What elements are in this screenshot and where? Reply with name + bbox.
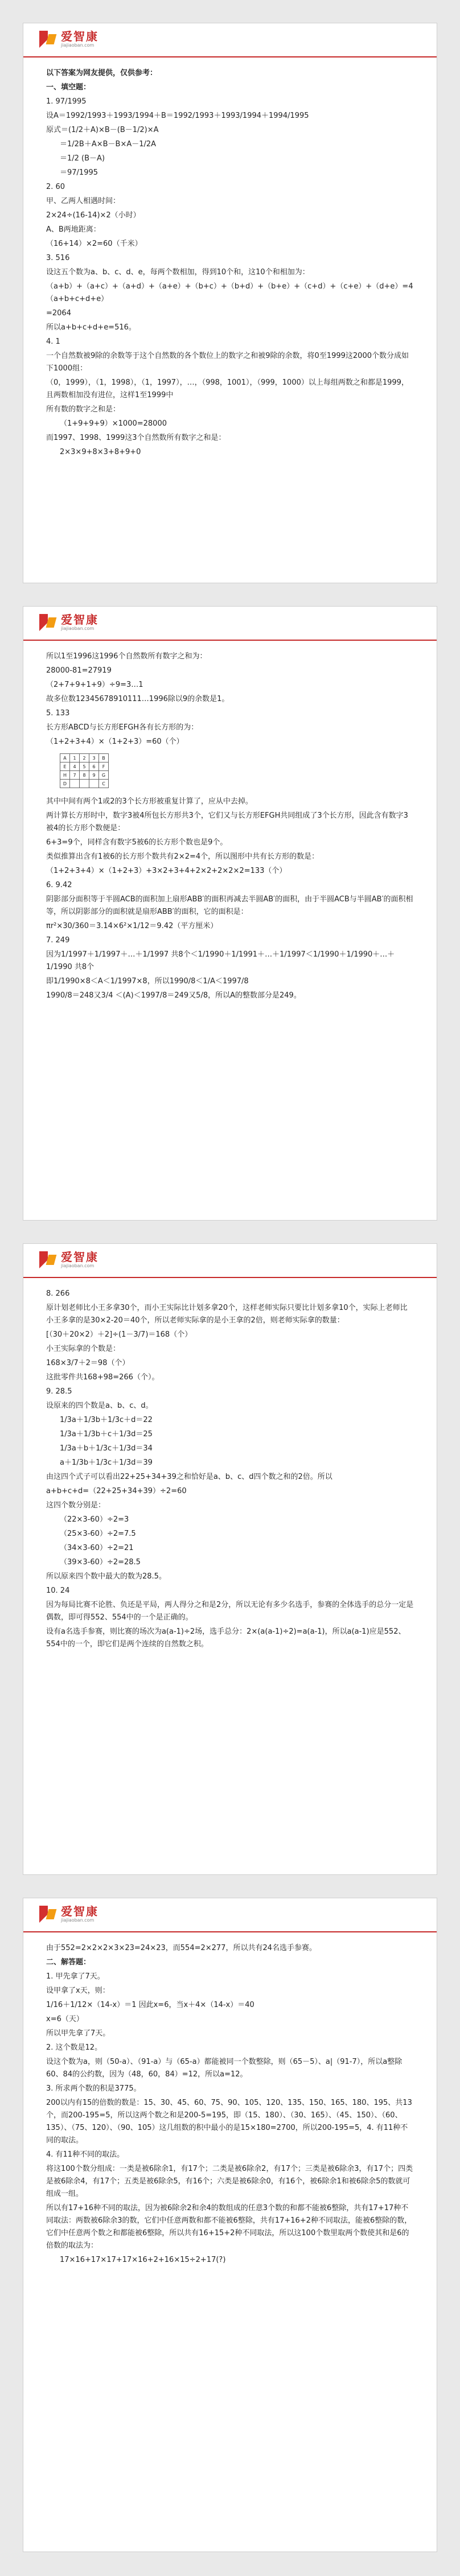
solution-line: A、B两地距离：: [46, 225, 101, 234]
solution-line: 168×3/7＋2＝98（个）: [46, 1359, 130, 1367]
page-2: [23, 606, 437, 1221]
solution-line: 28000-81=27919: [46, 666, 112, 675]
brand-logo: [39, 30, 98, 48]
answer-line: 9. 28.5: [46, 1387, 72, 1396]
solution-line: 因为每局比赛不论胜、负还是平局，两人得分之和是2分，所以无论有多少名选手，参赛的全体选手的总分一定是偶数，即可得552、554中的一个是正确的。: [46, 1601, 414, 1622]
solution-line: 这四个数分别是：: [46, 1501, 106, 1510]
solution-line: 由于552=2×2×2×3×23=24×23，而554=2×277，所以共有24名选手参赛。: [46, 1944, 317, 1952]
solution-line: ＝97/1995: [60, 168, 98, 177]
solution-line: 1/3a＋1/3b＋c＋1/3d＝25: [60, 1430, 153, 1439]
section-heading: 二、解答题：: [46, 1958, 91, 1967]
answer-line: 3. 所求两个数的积是3775。: [46, 2084, 141, 2093]
answer-line: 8. 266: [46, 1289, 70, 1298]
solution-line: 原式＝(1/2＋A)×B－(B－1/2)×A: [46, 126, 159, 134]
solution-line: （25×3-60）÷2=7.5: [60, 1530, 136, 1538]
solution-line: 17×16+17×17+17×16+2+16×15÷2+17(?): [60, 2256, 226, 2264]
solution-line: 设A＝1992/1993＋1993/1994＋B＝1992/1993＋1993/1994＋1994/1995: [46, 112, 309, 120]
solution-line: （22×3-60）÷2=3: [60, 1515, 129, 1524]
solution-line: 200以内有15的倍数的数是：15、30、45、60、75、90、105、120、135、150、165、180、195、共13个，而200-195=5，所以这两个数之和是200-5=195，即（15、180）、（30、165）、（45、150）、（60、135）、（75、120）、（90、105）这几组数的积中最小的是15×180=2700，所以200-195=5，4. 有11种不同的取法。: [46, 2099, 412, 2145]
solution-line: [（30＋20×2）＋2]÷(1－3/7)＝168（个）: [46, 1330, 192, 1339]
answer-line: 1. 甲先拿了7天。: [46, 1972, 105, 1981]
solution-line: 将这100个数分组成：一类是被6除余1，有17个；二类是被6除余2，有17个；三类是被6除余3，有17个；四类是被6除余4，有17个；五类是被6除余5，有16个；六类是被6除余0，有16个，被6除余1和被6除余5的数就可组成一组。: [46, 2165, 413, 2198]
page-content: [23, 1278, 437, 1658]
solution-line: 阴影部分面积等于半圆ACB的面积加上扇形ABB′的面积再减去半圆AB′的面积，由于半圆ACB与半圆AB′的面积相等，所以阴影部分的面积就是扇形ABB′的面积，它的面积是：: [46, 895, 413, 916]
answer-line: 10. 24: [46, 1586, 70, 1595]
solution-line: （1+2+3+4）×（1+2+3）=60（个）: [46, 737, 184, 746]
page-content: [23, 641, 437, 1009]
solution-line: （0，1999），（1，1998），（1，1997），…，（998，1001），（999，1000）以上每组两数之和都是1999，且两数相加没有进位，这样1至1999中: [46, 378, 409, 399]
solution-line: x=6（天）: [46, 2015, 84, 2023]
solution-line: 所以有17+16种不同的取法，因为被6除余2和余4的数组成的任意3个数的和都不能被6整除，共有17+17种不同取法：两数被6除余3的数，它们中任意两数和都不能被6整除，共有17+16+2种不同取法，能被6整除的数，它们中任意两个数之和都能被6整除，所以共有16+15+2种不同取法，所以这100个数里取两个数使其和是6的倍数的取法为：: [46, 2204, 412, 2250]
logo-icon: [39, 1906, 56, 1923]
brand-name: 爱智康: [61, 1905, 98, 1918]
solution-line: 所有数的数字之和是：: [46, 405, 121, 414]
solution-line: （1+9+9+9）×1000=28000: [60, 419, 167, 428]
solution-line: 故多位数12345678910111…1996除以9的余数是1。: [46, 695, 229, 703]
solution-line: （2+7+9+1+9）÷9=3…1: [46, 681, 143, 689]
solution-line: 2×3×9+8×3+8+9+0: [60, 448, 141, 456]
solution-line: 1990/8＝248又3/4 ＜(A)＜1997/8＝249又5/8，所以A的整数部分是249。: [46, 991, 301, 1000]
solution-line: 1/16＋1/12×（14-x）＝1 因此x=6，当x＋4×（14-x）＝40: [46, 2001, 254, 2009]
solution-line: a+b+c+d=（22+25+34+39）÷2=60: [46, 1487, 187, 1495]
solution-line: 这批零件共168+98=266（个）。: [46, 1373, 159, 1382]
solution-line: 1/3a＋1/3b＋1/3c＋d＝22: [60, 1416, 153, 1424]
solution-line: 所以1至1996这1996个自然数所有数字之和为：: [46, 652, 207, 661]
answer-line: 7. 249: [46, 936, 70, 945]
answer-line: 4. 有11种不同的取法。: [46, 2150, 125, 2159]
page-header: [23, 607, 437, 641]
solution-line: （1+2+3+4）×（1+2+3）+3×2+3+4+2×2+2×2×2=133（个）: [46, 867, 287, 875]
solution-line: 所以甲先拿了7天。: [46, 2029, 110, 2038]
brand-logo: [39, 1905, 98, 1923]
brand-url: jiajiaoban.com: [61, 626, 95, 631]
solution-line: （a+b）+（a+c）+（a+d）+（a+e）+（b+c）+（b+d）+（b+e）+（c+d）+（c+e）+（d+e）=4（a+b+c+d+e）: [46, 282, 413, 303]
answer-line: 3. 516: [46, 254, 70, 262]
brand-name: 爱智康: [61, 1250, 98, 1264]
solution-line: 2×24÷(16-14)×2（小时）: [46, 211, 141, 220]
solution-line: 因为1/1997＋1/1997＋…＋1/1997 共8个＜1/1990＋1/1991＋…＋1/1997＜1/1990＋1/1990＋…＋1/1990 共8个: [46, 950, 395, 971]
brand-logo: [39, 613, 98, 632]
solution-line: 6+3=9个，同样含有数字5被6的长方形个数也是9个。: [46, 838, 228, 847]
solution-line: πr²×30/360＝3.14×6²×1/12＝9.42（平方厘米）: [46, 922, 218, 930]
brand-url: jiajiaoban.com: [61, 1918, 95, 1923]
section-heading: 一、填空题：: [46, 83, 91, 92]
solution-line: 由这四个式子可以看出22+25+34+39之和恰好是a、b、c、d四个数之和的2倍。所以: [46, 1473, 332, 1481]
solution-line: ＝1/2 (B－A): [60, 154, 105, 163]
solution-line: （34×3-60）÷2=21: [60, 1544, 134, 1552]
solution-line: 设这五个数为a、b、c、d、e，每两个数相加，得到10个和，这10个和相加为：: [46, 268, 310, 277]
brand-url: jiajiaoban.com: [61, 1263, 95, 1268]
solution-line: 即1/1990×8＜A＜1/1997×8，所以1990/8＜1/A＜1997/8: [46, 977, 249, 986]
page-3: [23, 1243, 437, 1875]
solution-line: 甲、乙两人相遇时间：: [46, 197, 121, 205]
answer-line: 6. 9.42: [46, 881, 72, 889]
solution-line: 一个自然数被9除的余数等于这个自然数的各个数位上的数字之和被9除的余数，将0至1999这2000个数分成如下1000组：: [46, 352, 409, 373]
logo-icon: [39, 31, 56, 48]
solution-line: =2064: [46, 309, 71, 318]
page-header: [23, 23, 437, 57]
solution-line: 设有a名选手参赛，则比赛的场次为a(a-1)÷2场，选手总分：2×(a(a-1)÷2)=a(a-1)，所以a(a-1)应是552、554中的一个，即它们是两个连续的自然数之积。: [46, 1627, 406, 1648]
solution-line: 两计算长方形时中，数字3被4所包长方形共3个，它们又与长方形EFGH共同组成了3个长方形，因此含有数字3被4的长方形个数便是：: [46, 811, 408, 832]
answer-line: 1. 97/1995: [46, 97, 87, 106]
page-header: [23, 1244, 437, 1278]
solution-line: 而1997、1998、1999这3个自然数所有数字之和是：: [46, 434, 226, 442]
logo-icon: [39, 614, 56, 631]
brand-url: jiajiaoban.com: [61, 43, 95, 48]
answer-line: 2. 60: [46, 183, 65, 191]
solution-line: 长方形ABCD与长方形EFGH各有长方形的为：: [46, 723, 199, 732]
page-content: [23, 57, 437, 466]
page-4: [23, 1898, 437, 2552]
solution-line: 设这个数为a，则（50-a）、（91-a）与（65-a）都能被同一个数整除，则（65－5）、a|（91-7），所以a整除60、84的公约数，因为（48，60，84）=12，所以a=12。: [46, 2058, 402, 2079]
solution-line: ＝1/2B＋A×B－B×A－1/2A: [60, 140, 157, 149]
solution-line: 小王实际拿的个数是：: [46, 1345, 121, 1353]
solution-line: 设原来的四个数是a、b、c、d。: [46, 1402, 153, 1410]
solution-line: 原计划老师比小王多拿30个，而小王实际比计划多拿20个，这样老师实际只要比计划多拿10个，实际上老师比小王多拿的是30×2-20＝40个，所以老师实际拿的是小王拿的2倍，则老师实际拿的数量：: [46, 1304, 408, 1325]
page-header: [23, 1898, 437, 1932]
solution-line: 类似推算出含有1被6的长方形个数共有2×2=4个，所以图形中共有长方形的数是：: [46, 852, 319, 861]
brand-name: 爱智康: [61, 613, 98, 627]
page-content: [23, 1932, 437, 2274]
brand-name: 爱智康: [61, 30, 98, 43]
solution-line: a＋1/3b＋1/3c＋1/3d＝39: [60, 1458, 153, 1467]
brand-logo: [39, 1251, 98, 1269]
solution-line: （16+14）×2=60（千米）: [46, 240, 142, 248]
solution-line: 所以a+b+c+d+e=516。: [46, 323, 136, 332]
intro-note: 以下答案为网友提供，仅供参考：: [46, 69, 158, 77]
solution-line: 1/3a＋b＋1/3c＋1/3d＝34: [60, 1444, 153, 1453]
solution-line: 所以原来四个数中最大的数为28.5。: [46, 1572, 166, 1581]
logo-icon: [39, 1251, 56, 1268]
answer-line: 2. 这个数是12。: [46, 2043, 102, 2052]
solution-line: （39×3-60）÷2=28.5: [60, 1558, 141, 1567]
solution-line: 设甲拿了x天，则：: [46, 1986, 110, 1995]
solution-line: 其中中间有两个1或2的3个长方形被重复计算了，应从中去掉。: [46, 797, 253, 806]
answer-line: 5. 133: [46, 709, 70, 718]
rectangle-grid-figure: A 1 2 3 B E 4 5 6 F H 7 8 9 G D C: [60, 753, 109, 788]
answer-line: 4. 1: [46, 337, 60, 346]
page-1: [23, 23, 437, 583]
